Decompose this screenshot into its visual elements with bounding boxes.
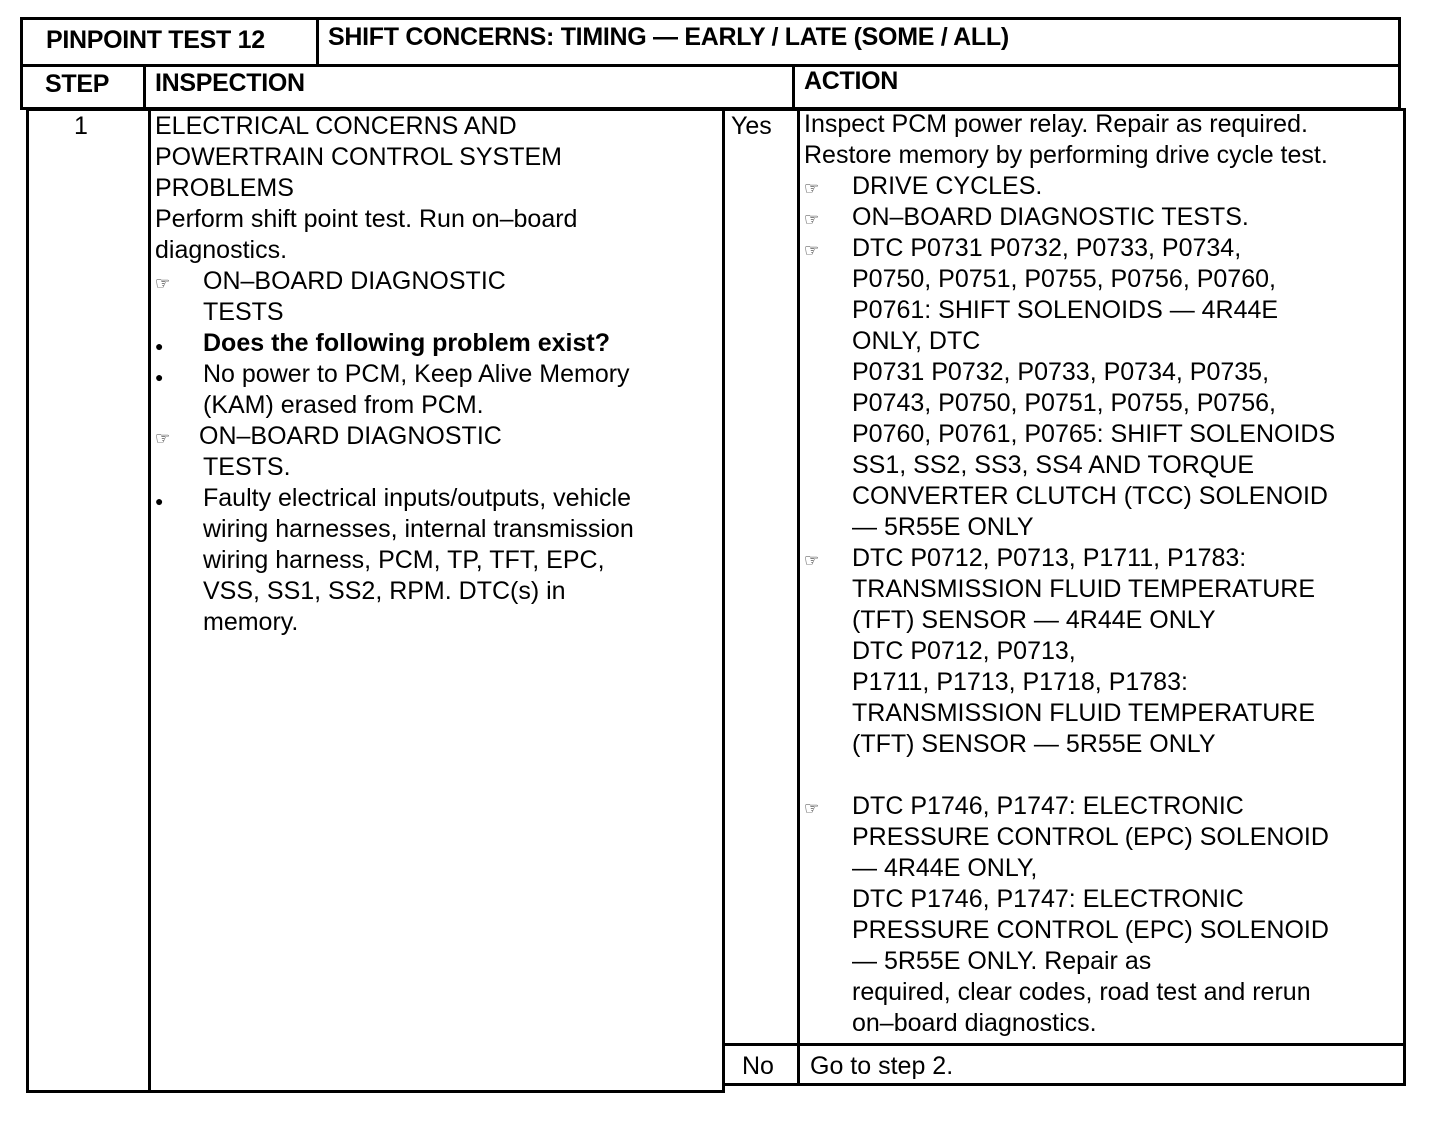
yes-label: Yes [731, 112, 772, 140]
body-left-border [26, 108, 29, 1093]
inspection-intro-line: diagnostics. [155, 236, 288, 264]
yes-action-ref-line: DTC P0731 P0732, P0733, P0734, [852, 234, 1242, 262]
yes-action-ref-line: ONLY, DTC [852, 327, 981, 355]
yes-action-ref-line: DTC P1746, P1747: ELECTRONIC [852, 885, 1244, 913]
spacer [804, 760, 1400, 791]
inspection-ref-2 [155, 421, 720, 452]
yes-action-ref-5 [804, 791, 1400, 822]
bullet-icon: ● [155, 369, 164, 385]
inspection-heading-line: POWERTRAIN CONTROL SYSTEM [155, 143, 562, 171]
body-divider-yesno [722, 108, 725, 1093]
yes-action-ref-line: P1711, P1713, P1718, P1783: [852, 668, 1188, 696]
yes-action-ref-line: DTC P0712, P0713, [852, 637, 1076, 665]
title-bottom-border [20, 64, 1401, 67]
yes-no-separator [722, 1043, 1406, 1046]
pointing-hand-icon: ☞ [804, 210, 820, 229]
yes-action-ref-line: required, clear codes, road test and rerun [852, 978, 1311, 1006]
step-number: 1 [74, 112, 88, 140]
yes-action-intro-line: Inspect PCM power relay. Repair as required. [804, 110, 1308, 138]
body-right-border [1403, 108, 1406, 1086]
inspection-ref-2-line: TESTS. [203, 453, 291, 481]
inspection-bullet-1 [155, 359, 720, 390]
yes-action-ref-2 [804, 202, 1400, 233]
test-id: PINPOINT TEST 12 [46, 26, 265, 54]
header-divider-action [792, 64, 795, 110]
inspection-bullet-2-line: Faulty electrical inputs/outputs, vehicle [203, 484, 631, 512]
inspection-bullet-2-line: memory. [203, 608, 299, 636]
column-header-inspection: INSPECTION [155, 69, 305, 97]
yes-action-ref-line: (TFT) SENSOR — 4R44E ONLY [852, 606, 1216, 634]
no-bottom-border [722, 1083, 1406, 1086]
yes-action-ref-line: DRIVE CYCLES. [852, 172, 1043, 200]
yes-action-ref-line: TRANSMISSION FLUID TEMPERATURE [852, 575, 1316, 603]
title-top-border [20, 17, 1401, 20]
yes-action-ref-line: PRESSURE CONTROL (EPC) SOLENOID [852, 823, 1329, 851]
header-divider-step [143, 64, 146, 110]
inspection-bullet-1-line: (KAM) erased from PCM. [203, 391, 484, 419]
title-divider [316, 17, 319, 67]
inspection-bullet-2-line: VSS, SS1, SS2, RPM. DTC(s) in [203, 577, 566, 605]
no-label: No [742, 1052, 774, 1080]
body-divider-step [148, 108, 151, 1093]
yes-action-ref-1 [804, 171, 1400, 202]
pointing-hand-icon: ☞ [155, 274, 171, 293]
yes-action-ref-line: CONVERTER CLUTCH (TCC) SOLENOID [852, 482, 1328, 510]
inspection-heading-line: ELECTRICAL CONCERNS AND [155, 112, 517, 140]
pointing-hand-icon: ☞ [804, 241, 820, 260]
yes-action-ref-line: (TFT) SENSOR — 5R55E ONLY [852, 730, 1216, 758]
bullet-icon: ● [155, 338, 164, 354]
yes-action-ref-4 [804, 543, 1400, 574]
inspection-ref-2-line: ON–BOARD DIAGNOSTIC [199, 422, 502, 450]
pointing-hand-icon: ☞ [804, 179, 820, 198]
yes-action-ref-line: P0761: SHIFT SOLENOIDS — 4R44E [852, 296, 1279, 324]
title-left-border [20, 17, 23, 67]
column-header-step: STEP [45, 70, 110, 98]
inspection-bullet-2 [155, 483, 720, 514]
inspection-intro-line: Perform shift point test. Run on–board [155, 205, 578, 233]
yes-action-ref-line: DTC P1746, P1747: ELECTRONIC [852, 792, 1244, 820]
column-header-action: ACTION [804, 67, 899, 95]
inspection-heading-line: PROBLEMS [155, 174, 294, 202]
yes-action-intro-line: Restore memory by performing drive cycle test. [804, 141, 1328, 169]
yes-action-ref-line: — 5R55E ONLY [852, 513, 1034, 541]
yes-action-ref-line: P0743, P0750, P0751, P0755, P0756, [852, 389, 1276, 417]
yes-action-ref-line: TRANSMISSION FLUID TEMPERATURE [852, 699, 1316, 727]
inspection-ref-1-line: ON–BOARD DIAGNOSTIC [203, 267, 506, 295]
yes-action-ref-line: P0750, P0751, P0755, P0756, P0760, [852, 265, 1276, 293]
inspection-ref-1 [155, 266, 720, 297]
inspection-bullet-1-line: No power to PCM, Keep Alive Memory [203, 360, 630, 388]
inspection-ref-1-line: TESTS [203, 298, 284, 326]
no-action: Go to step 2. [810, 1052, 954, 1080]
pointing-hand-icon: ☞ [804, 799, 820, 818]
yes-action-ref-line: on–board diagnostics. [852, 1009, 1097, 1037]
inspection-question [155, 328, 720, 359]
test-title: SHIFT CONCERNS: TIMING — EARLY / LATE (SOME / ALL) [328, 23, 1009, 51]
title-right-border [1398, 17, 1401, 67]
pointing-hand-icon: ☞ [804, 551, 820, 570]
pointing-hand-icon: ☞ [155, 429, 171, 448]
yes-action-ref-line: ON–BOARD DIAGNOSTIC TESTS. [852, 203, 1249, 231]
yes-action-ref-line: — 4R44E ONLY, [852, 854, 1038, 882]
bullet-icon: ● [155, 493, 164, 509]
header-left-border [20, 64, 23, 110]
yes-action-ref-3 [804, 233, 1400, 264]
yes-action-ref-line: P0760, P0761, P0765: SHIFT SOLENOIDS [852, 420, 1336, 448]
yes-action-ref-line: P0731 P0732, P0733, P0734, P0735, [852, 358, 1270, 386]
yes-action-ref-line: SS1, SS2, SS3, SS4 AND TORQUE [852, 451, 1255, 479]
yes-action-ref-line: DTC P0712, P0713, P1711, P1783: [852, 544, 1247, 572]
yes-action-content [804, 109, 1400, 1039]
inspection-content [155, 111, 720, 638]
yes-action-ref-line: PRESSURE CONTROL (EPC) SOLENOID [852, 916, 1329, 944]
body-bottom-border [26, 1090, 725, 1093]
yes-action-ref-line: — 5R55E ONLY. Repair as [852, 947, 1152, 975]
inspection-bullet-2-line: wiring harness, PCM, TP, TFT, EPC, [203, 546, 605, 574]
header-right-border [1398, 64, 1401, 110]
inspection-bullet-2-line: wiring harnesses, internal transmission [203, 515, 634, 543]
inspection-question-text: Does the following problem exist? [203, 329, 610, 357]
body-divider-action [797, 108, 800, 1086]
